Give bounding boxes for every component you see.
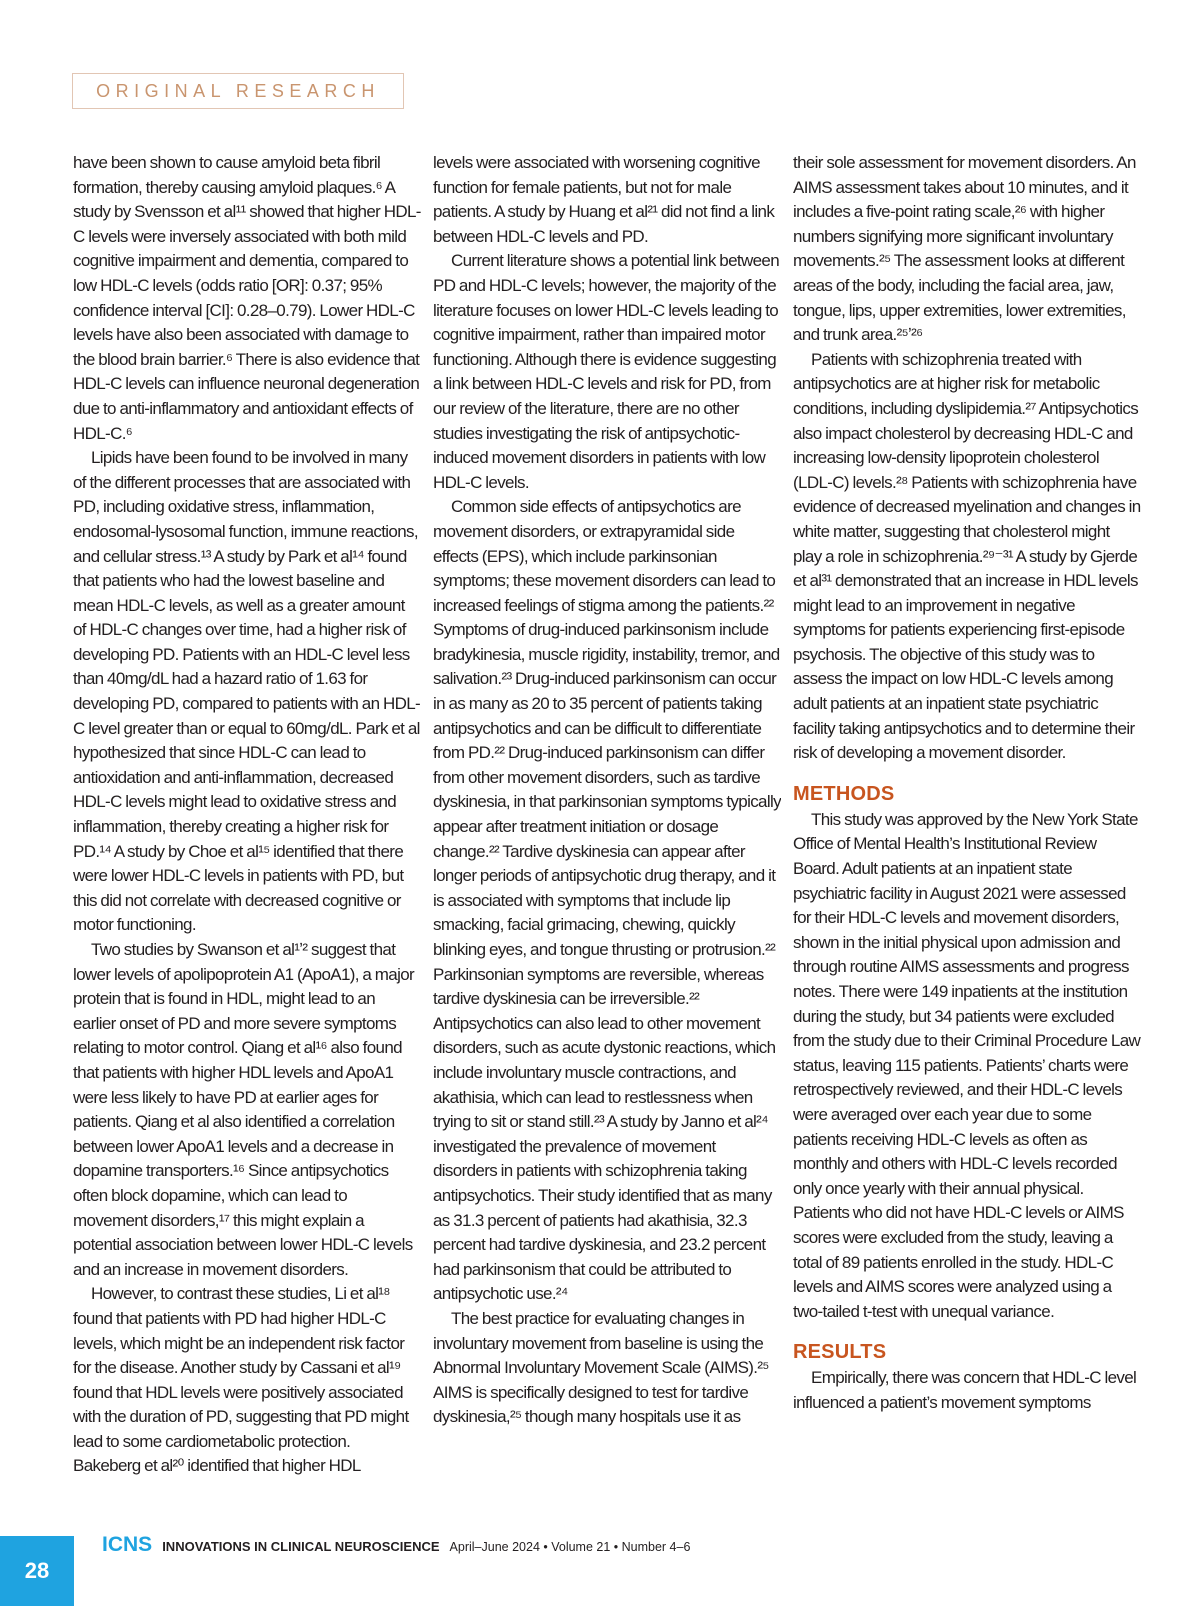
paragraph: have been shown to cause amyloid beta fibril formation, thereby causing amyloid plaques.⁶ A study by Svensson et al¹¹ showed that higher HDL-C levels were inversely associated with both mild cognitive impairment and dementia, compared to low HDL-C levels (odds ratio [OR]: 0.37; 95% confidence interval [CI]: 0.28–0.79). Lower HDL-C levels have also been associated with damage to the blood brain barrier.⁶ There is also evidence that HDL-C levels can influence neuronal degeneration due to anti-inflammatory and antioxidant effects of HDL-C.⁶ xyxy=(73,153,421,443)
journal-footer xyxy=(102,1533,690,1557)
page-number: 28 xyxy=(24,1558,50,1583)
journal-name: INNOVATIONS IN CLINICAL NEUROSCIENCE xyxy=(162,1539,440,1554)
paragraph: This study was approved by the New York State Office of Mental Health’s Institutional Review Board. Adult patients at an inpatient state psychiatric facility in August 2021 were assessed for their HDL-C levels and movement disorders, shown in the initial physical upon admission and through routine AIMS assessments and progress notes. There were 149 inpatients at the institution during the study, but 34 patients were excluded from the study due to their Criminal Procedure Law status, leaving 115 patients. Patients’ charts were retrospectively reviewed, and their HDL-C levels were averaged over each year due to some patients receiving HDL-C levels as often as monthly and others with HDL-C levels recorded only once yearly with their annual physical. Patients who did not have HDL-C levels or AIMS scores were excluded from the study, leaving a total of 89 patients enrolled in the study. HDL-C levels and AIMS scores were analyzed using a two-tailed t-test with unequal variance. xyxy=(793,809,1141,1321)
paragraph: Lipids have been found to be involved in many of the different processes that are associated with PD, including oxidative stress, inflammation, endosomal-lysosomal function, immune reactions, and cellular stress.¹³ A study by Park et al¹⁴ found that patients who had the lowest baseline and mean HDL-C levels, as well as a greater amount of HDL-C changes over time, had a higher risk of developing PD. Patients with an HDL-C level less than 40mg/dL had a hazard ratio of 1.63 for developing PD, compared to patients with an HDL-C level greater than or equal to 60mg/dL. Park et al hypothesized that since HDL-C can lead to antioxidation and anti-inflammation, decreased HDL-C levels might lead to oxidative stress and inflammation, thereby creating a higher risk for PD.¹⁴ A study by Choe et al¹⁵ identified that there were lower HDL-C levels in patients with PD, but this did not correlate with decreased cognitive or motor functioning. xyxy=(73,448,421,935)
paragraph: Patients with schizophrenia treated with antipsychotics are at higher risk for metabolic conditions, including dyslipidemia.²⁷ Antipsychotics also impact cholesterol by decreasing HDL-C and increasing low-density lipoprotein cholesterol (LDL-C) levels.²⁸ Patients with schizophrenia have evidence of decreased myelination and changes in white matter, suggesting that cholesterol might play a role in schizophrenia.²⁹⁻³¹ A study by Gjerde et al³¹ demonstrated that an increase in HDL levels might lead to an improvement in negative symptoms for patients experiencing first-episode psychosis. The objective of this study was to assess the impact on low HDL-C levels among adult patients at an inpatient state psychiatric facility taking antipsychotics and to determine their risk of developing a movement disorder. xyxy=(793,349,1141,763)
journal-logo: ICNS xyxy=(102,1533,153,1556)
text-column-2 xyxy=(433,151,781,1486)
page-number-box xyxy=(0,1536,74,1606)
paragraph: Two studies by Swanson et al¹ʼ² suggest that lower levels of apolipoprotein A1 (ApoA1), a major protein that is found in HDL, might lead to an earlier onset of PD and more severe symptoms relating to motor control. Qiang et al¹⁶ also found that patients with higher HDL levels and ApoA1 were less likely to have PD at earlier ages for patients. Qiang et al also identified a correlation between lower ApoA1 levels and a decrease in dopamine transporters.¹⁶ Since antipsychotics often block dopamine, which can lead to movement disorders,¹⁷ this might explain a potential association between lower HDL-C levels and an increase in movement disorders. xyxy=(73,940,415,1279)
section-label xyxy=(72,73,404,109)
methods-heading: METHODS xyxy=(793,782,895,805)
paragraph: The best practice for evaluating changes in involuntary movement from baseline is using the Abnormal Involuntary Movement Scale (AIMS).²⁵ AIMS is specifically designed to test for tardive dyskinesia,²⁵ though many hospitals use it as xyxy=(433,1308,769,1427)
paragraph: Empirically, there was concern that HDL-C level influenced a patient’s movement symptoms xyxy=(793,1368,1137,1412)
results-heading: RESULTS xyxy=(793,1341,887,1364)
paragraph: Common side effects of antipsychotics are movement disorders, or extrapyramidal side effects (EPS), which include parkinsonian symptoms; these movement disorders can lead to increased feelings of stigma among the patients.²² Symptoms of drug-induced parkinsonism include bradykinesia, muscle rigidity, instability, tremor, and salivation.²³ Drug-induced parkinsonism can occur in as many as 20 to 35 percent of patients taking antipsychotics and can be difficult to differentiate from PD.²² Drug-induced parkinsonism can differ from other movement disorders, such as tardive dyskinesia, in that parkinsonian symptoms typically appear after treatment initiation or dosage change.²² Tardive dyskinesia can appear after longer periods of antipsychotic drug therapy, and it is associated with symptoms that include lip smacking, facial grimacing, chewing, quickly blinking eyes, and tongue thrusting or protrusion.²² Parkinsonian symptoms are reversible, whereas tardive dyskinesia can be irreversible.²² Antipsychotics can also lead to other movement disorders, such as acute dystonic reactions, which include involuntary muscle contractions, and akathisia, which can lead to restlessness when trying to sit or stand still.²³ A study by Janno et al²⁴ investigated the prevalence of movement disorders in patients with schizophrenia taking antipsychotics. Their study identified that as many as 31.3 percent of patients had akathisia, 32.3 percent had tardive dyskinesia, and 23.2 percent had parkinsonism that could be attributed to antipsychotic use.²⁴ xyxy=(433,497,781,1304)
issue-info: April–June 2024 • Volume 21 • Number 4–6 xyxy=(449,1540,691,1554)
paragraph: their sole assessment for movement disorders. An AIMS assessment takes about 10 minutes, and it includes a five-point rating scale,²⁶ with higher numbers signifying more significant involuntary movements.²⁵ The assessment looks at different areas of the body, including the facial area, jaw, tongue, lips, upper extremities, lower extremities, and trunk area.²⁵ʼ²⁶ xyxy=(793,153,1136,345)
paragraph: However, to contrast these studies, Li et al¹⁸ found that patients with PD had higher HDL-C levels, which might be an independent risk factor for the disease. Another study by Cassani et al¹⁹ found that HDL levels were positively associated with the duration of PD, suggesting that PD might lead to some cardiometabolic protection. Bakeberg et al²⁰ identified that higher HDL xyxy=(73,1284,409,1476)
text-column-1 xyxy=(73,151,421,1486)
paragraph: Current literature shows a potential link between PD and HDL-C levels; however, the majority of the literature focuses on lower HDL-C levels leading to cognitive impairment, rather than impaired motor functioning. Although there is evidence suggesting a link between HDL-C levels and risk for PD, from our review of the literature, there are no other studies investigating the risk of antipsychotic-induced movement disorders in patients with low HDL-C levels. xyxy=(433,251,780,492)
text-column-3 xyxy=(793,151,1141,1486)
section-label-text: ORIGINAL RESEARCH xyxy=(96,80,380,101)
paragraph: levels were associated with worsening cognitive function for female patients, but not for male patients. A study by Huang et al²¹ did not find a link between HDL-C levels and PD. xyxy=(433,153,775,246)
